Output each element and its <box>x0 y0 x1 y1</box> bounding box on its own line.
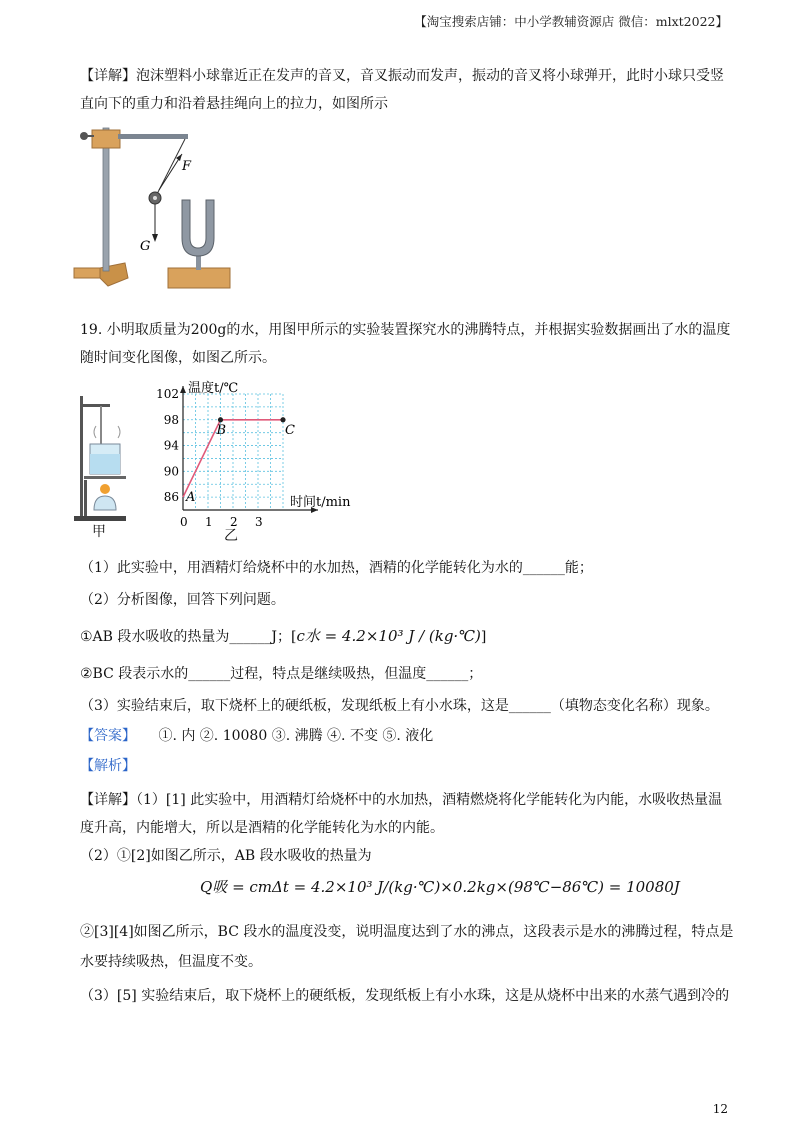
detail1-line2: 直向下的重力和沿着悬挂绳向上的拉力，如图所示 <box>80 96 388 112</box>
figure-yi-label: 乙 <box>224 528 238 544</box>
q19-stem-line2: 随时间变化图像，如图乙所示。 <box>80 350 276 366</box>
x-tick-label: 3 <box>255 515 263 529</box>
boiling-apparatus-figure <box>70 392 140 542</box>
detail2-line1: 【详解】（1）[1] 此实验中，用酒精灯给烧杯中的水加热，酒精燃烧将化学能转化为内能，水吸收热量温 <box>80 792 723 808</box>
question-2: （2）分析图像，回答下列问题。 <box>80 592 285 608</box>
tuning-fork-figure <box>70 118 250 298</box>
detail1-line1: 【详解】泡沫塑料小球靠近正在发声的音叉，音叉振动而发声，振动的音叉将小球弹开，此时小球只受竖 <box>80 68 724 84</box>
answer-items: ①. 内 ②. 10080 ③. 沸腾 ④. 不变 ⑤. 液化 <box>158 728 434 744</box>
x-tick-label: 1 <box>205 515 213 529</box>
gravity-g-label: G <box>140 239 151 254</box>
point-label-b: B <box>216 422 227 438</box>
question-2a-close: ] <box>480 629 487 645</box>
page-number: 12 <box>712 1102 728 1116</box>
x-tick-label: 2 <box>230 515 238 529</box>
question-3: （3）实验结束后，取下烧杯上的硬纸板，发现纸板上有小水珠，这是______（填物态变化名称）现象。 <box>80 698 719 714</box>
detail2-line6: （3）[5] 实验结束后，取下烧杯上的硬纸板，发现纸板上有小水珠，这是从烧杯中出来的水蒸气遇到冷的 <box>80 988 730 1004</box>
point-label-a: A <box>186 490 196 506</box>
answer-tag: 【答案】 <box>80 728 136 744</box>
detail2-line2: 度升高，内能增大，所以是酒精的化学能转化为水的内能。 <box>80 820 444 836</box>
figure-jia-label: 甲 <box>92 524 106 540</box>
analysis-tag: 【解析】 <box>80 758 136 774</box>
temperature-time-chart <box>150 378 380 543</box>
y-tick-label: 90 <box>163 464 179 479</box>
question-2b: ②BC 段表示水的______过程，特点是继续吸热，但温度______； <box>80 666 483 682</box>
header-note: 【淘宝搜索店铺：中小学教辅资源店 微信：mlxt2022】 <box>414 14 728 29</box>
x-tick-label: 0 <box>180 515 188 529</box>
y-tick-label: 86 <box>163 490 179 505</box>
detail2-line4: ②[3][4]如图乙所示，BC 段水的温度没变，说明温度达到了水的沸点，这段表示是水的沸腾过程，特点是 <box>80 924 734 940</box>
detail2-line3: （2）①[2]如图乙所示，AB 段水吸收的热量为 <box>80 848 372 864</box>
force-f-label: F <box>182 159 192 174</box>
q19-stem-line1: 19. 小明取质量为200g的水，用图甲所示的实验装置探究水的沸腾特点，并根据实验数据画出了水的温度 <box>80 322 731 338</box>
question-2a <box>80 626 486 647</box>
specific-heat-formula: c水 = 4.2×10³ J / (kg·℃) <box>296 627 481 645</box>
heat-calculation-formula: Q吸 = cmΔt = 4.2×10³ J/(kg·℃)×0.2kg×(98℃−86℃) = 10080J <box>200 878 680 896</box>
y-axis-arrow <box>180 386 186 393</box>
question-1: （1）此实验中，用酒精灯给烧杯中的水加热，酒精的化学能转化为水的______能； <box>80 560 593 576</box>
data-point-b <box>218 417 223 422</box>
point-label-c: C <box>285 422 295 438</box>
y-tick-label: 94 <box>163 438 179 453</box>
y-tick-label: 102 <box>156 387 179 401</box>
answer-line <box>80 726 433 746</box>
x-axis-label: 时间t/min <box>290 495 351 510</box>
y-tick-label: 98 <box>163 412 179 427</box>
question-2a-text: ①AB 段水吸收的热量为______J；[ <box>80 629 297 645</box>
detail2-line5: 水要持续吸热，但温度不变。 <box>80 954 262 970</box>
data-point-c <box>280 417 285 422</box>
y-axis-label: 温度t/℃ <box>188 381 239 396</box>
